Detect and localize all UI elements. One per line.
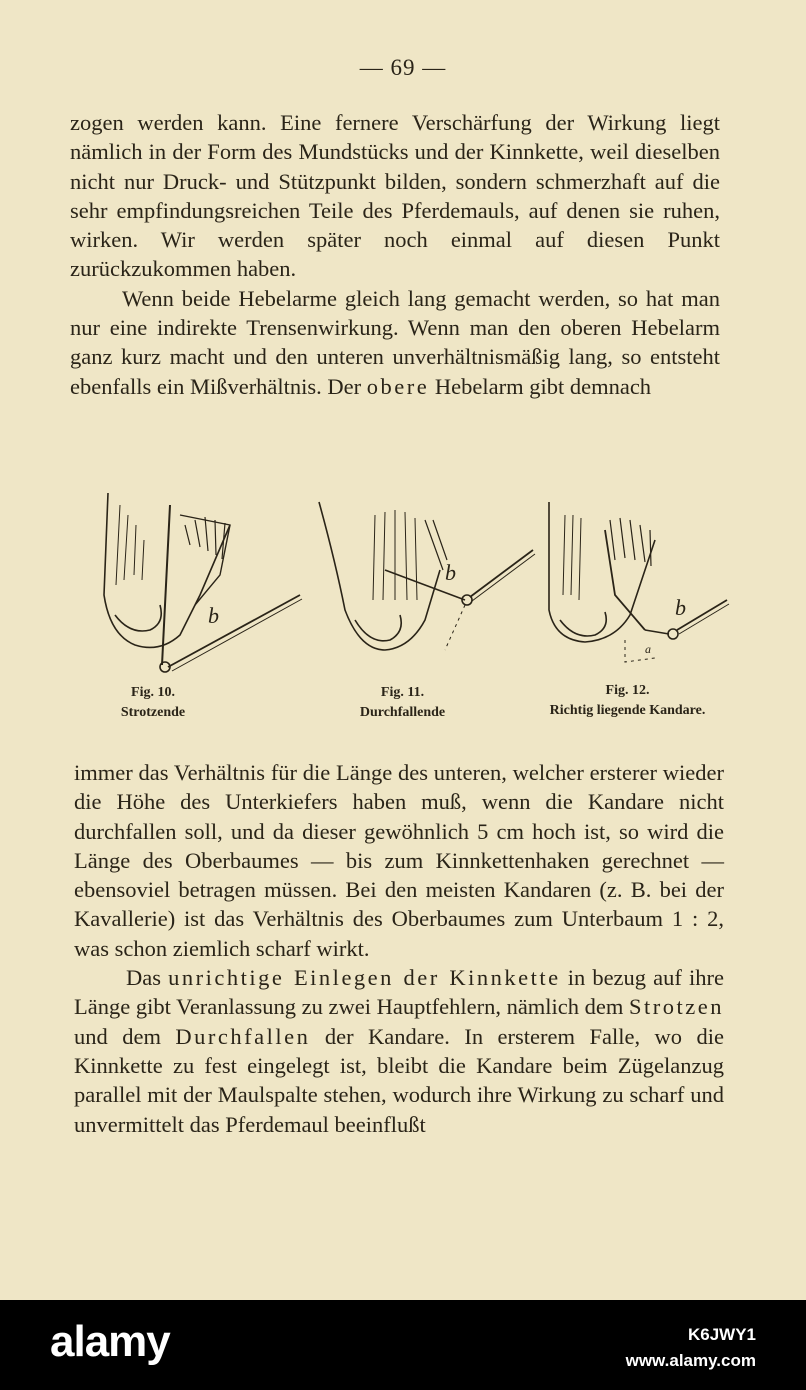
- alamy-logo: alamy: [50, 1317, 170, 1366]
- figure-12-illustration: [545, 500, 735, 670]
- paragraph-text: und dem: [74, 1023, 176, 1049]
- figure-title: Durchfallende: [359, 705, 446, 720]
- watermark-url: www.alamy.com: [625, 1351, 756, 1370]
- text-block-bottom: [74, 758, 724, 1139]
- figure-number: Fig. 10.: [131, 685, 175, 700]
- text-block-top: [70, 108, 720, 401]
- spaced-emphasis: obere: [366, 373, 430, 399]
- watermark-bar: [0, 1300, 806, 1390]
- figure-10-caption: [98, 683, 208, 723]
- paragraph: immer das Verhältnis für die Länge des unteren, welcher ersterer wieder die Höhe des Unterkiefers haben muß, wenn die Kandare nicht durchfallen soll, und da dieser gewöhnlich 5 cm hoch ist, so wird die Länge des Oberbaumes — bis zum Kinnkettenhaken gerechnet — ebensoviel betragen müssen. Bei den meisten Kandaren (z. B. bei der Kavallerie) ist das Verhältnis des Oberbaumes zum Unterbaum 1 : 2, was schon ziemlich scharf wirkt.: [74, 760, 724, 961]
- paragraph-text: der Kandare. In ersterem Falle, wo die Kinnkette zu fest eingelegt ist, bleibt die Kandare beim Zügelanzug parallel mit der Maulspalte stehen, wodurch ihre Wirkung zu scharf und unvermittelt das Pferdemaul beeinflußt: [74, 1023, 724, 1137]
- paragraph: [74, 963, 724, 1139]
- figure-letter: b: [208, 603, 219, 628]
- image-id-block: [626, 1322, 756, 1374]
- spaced-emphasis: unrichtige Einlegen der Kinnkette: [168, 965, 561, 991]
- figure-title: Strotzende: [120, 705, 186, 720]
- figure-title: Richtig liegende Kandare.: [549, 703, 706, 718]
- image-id: K6JWY1: [687, 1325, 756, 1344]
- paragraph-text: Das: [126, 965, 169, 991]
- figure-letter: b: [675, 595, 686, 620]
- paragraph-text: Hebelarm gibt demnach: [429, 373, 652, 399]
- figure-number: Fig. 12.: [605, 683, 650, 698]
- paragraph: [70, 284, 720, 401]
- spaced-emphasis: Strotzen: [629, 994, 725, 1020]
- figure-11-illustration: [315, 500, 540, 675]
- paragraph: zogen werden kann. Eine fernere Verschärfung der Wirkung liegt nämlich in der Form des Mundstücks und der Kinnkette, weil dieselben nicht nur Druck- und Stützpunkt bilden, sondern schmerzhaft auf die sehr empfindungsreichen Teile des Pferdemauls, auf denen sie ruhen, wirken. Wir werden später noch einmal auf diesen Punkt zurückzukommen haben.: [70, 110, 720, 282]
- spaced-emphasis: Durchfallen: [175, 1023, 311, 1049]
- paragraph-text: in bezug auf ihre Länge gibt Veranlassung zu zwei Hauptfehlern, nämlich dem: [74, 965, 724, 1020]
- figure-10-illustration: [90, 485, 310, 675]
- figure-letter: a: [645, 642, 651, 656]
- figure-letter: b: [445, 560, 456, 585]
- page-number: — 69 —: [359, 55, 447, 80]
- figure-11-caption: [335, 683, 470, 723]
- figure-group: [90, 485, 750, 725]
- figure-number: Fig. 11.: [380, 685, 425, 700]
- figure-12-caption: [510, 681, 745, 721]
- paragraph-text: Wenn beide Hebelarme gleich lang gemacht werden, so hat man nur eine indirekte Trensenwirkung. Wenn man den oberen Hebelarm ganz kurz macht und den unteren unverhältnismäßig lang, so entsteht ebenfalls ein Mißverhältnis. Der: [70, 285, 720, 399]
